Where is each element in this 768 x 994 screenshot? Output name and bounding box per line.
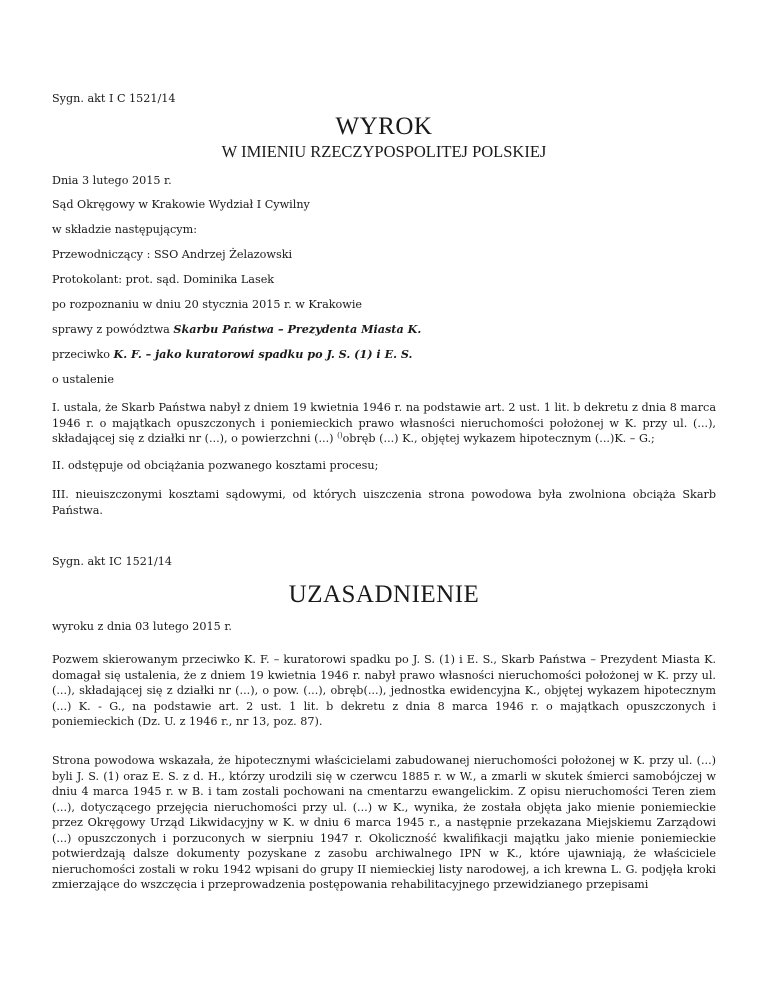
case-plaintiff-line bbox=[52, 322, 716, 338]
ruling-point-3: III. nieuiszczonymi kosztami sądowymi, od których uiszczenia strona powodowa była zwolniona obciąża Skarb Państwa. bbox=[52, 488, 716, 517]
justification-subtitle: wyroku z dnia 03 lutego 2015 r. bbox=[52, 620, 232, 633]
presiding-judge: Przewodniczący : SSO Andrzej Żelazowski bbox=[52, 248, 293, 261]
justification-paragraph-2: Strona powodowa wskazała, że hipotecznymi właścicielami zabudowanej nieruchomości położonej w K. przy ul. (...) byli J. S. (1) oraz E. S. z d. H., którzy urodzili się w czerwcu 1885 r. w W., a zmarli w skutek śmierci samobójczej w dniu 4 marca 1945 r. w B. i tam zostali pochowani na cmentarzu ewangelickim. Z opisu nieruchomości Teren ziem (...), dotyczącego przejęcia nieruchomości przy ul. (...) w K., wynika, że została objęta jako mienie poniemieckie przez Okręgowy Urząd Likwidacyjny w K. w dniu 6 marca 1945 r., a następnie przekazana Miejskiemu Zarządowi (...) opuszczonych i porzuconych w sierpniu 1947 r. Okoliczność kwalifikacji majątku jako mienie poniemieckie potwierdzają dalsze dokumenty pozyskane z zasobu archiwalnego IPN w K., które ujawniają, że właściciele nieruchomości zostali w roku 1942 wpisani do grupy II niemieckiej listy narodowej, a ich krewna L. G. podjęła kroki zmierzające do wszczęcia i przeprowadzenia postępowania rehabilitacyjnego przewidzianego przepisami bbox=[52, 754, 716, 891]
against-prefix: przeciwko bbox=[52, 348, 114, 361]
case-subject: o ustalenie bbox=[52, 373, 115, 386]
justification-paragraph-1: Pozwem skierowanym przeciwko K. F. – kuratorowi spadku po J. S. (1) i E. S., Skarb Państwa – Prezydent Miasta K. domagał się ustalenia, że z dniem 19 kwietnia 1946 r. nabył prawo własności nieruchomości położonej w K. przy ul. (...), składającej się z działki nr (...), o pow. (...), obręb(...), jednostka ewidencyjna K., objętej wykazem hipotecznym (...) K. - G., na podstawie art. 2 ust. 1 lit. b dekretu z dnia 8 marca 1946 r. o majątkach opuszczonych i poniemieckich (Dz. U. z 1946 r., nr 13, poz. 87). bbox=[52, 653, 716, 728]
ruling-point-2: II. odstępuje od obciążania pozwanego kosztami procesu; bbox=[52, 459, 379, 472]
case-signature-second: Sygn. akt IC 1521/14 bbox=[52, 555, 172, 568]
hearing-info: po rozpoznaniu w dniu 20 stycznia 2015 r. w Krakowie bbox=[52, 298, 363, 311]
case-defendant-line bbox=[52, 347, 716, 363]
defendant-name: K. F. – jako kuratorowi spadku po J. S. (1) i E. S. bbox=[113, 347, 413, 361]
composition-intro: w składzie następującym: bbox=[52, 223, 197, 236]
judgment-date: Dnia 3 lutego 2015 r. bbox=[52, 174, 172, 187]
justification-title: UZASADNIENIE bbox=[288, 581, 480, 608]
plaintiff-name: Skarbu Państwa – Prezydenta Miasta K. bbox=[173, 322, 422, 336]
document-subtitle: W IMIENIU RZECZYPOSPOLITEJ POLSKIEJ bbox=[221, 142, 547, 161]
court-clerk: Protokolant: prot. sąd. Dominika Lasek bbox=[52, 273, 275, 286]
case-prefix: sprawy z powództwa bbox=[52, 323, 174, 336]
case-signature: Sygn. akt I C 1521/14 bbox=[52, 92, 176, 105]
footnote-marker: () bbox=[337, 431, 343, 440]
ruling-point-1: I. ustala, że Skarb Państwa nabył z dniem 19 kwietnia 1946 r. na podstawie art. 2 ust. 1 lit. b dekretu z dnia 8 marca 1946 r. o majątkach opuszczonych i poniemieckich prawo własności nieruchomości położonej w K. przy ul. (...), składającej się z działki nr (...), o powierzchni (...) ()obręb (...) K., objętej wykazem hipotecznym (...)K. – G.; bbox=[52, 401, 716, 445]
court-name: Sąd Okręgowy w Krakowie Wydział I Cywilny bbox=[52, 198, 310, 211]
document-title: WYROK bbox=[335, 113, 433, 140]
